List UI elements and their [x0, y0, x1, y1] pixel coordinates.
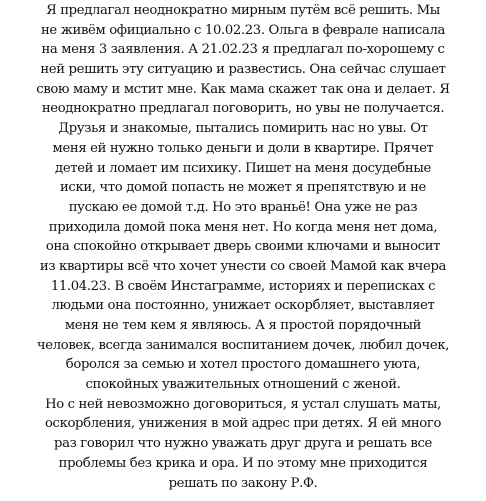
text-line: людьми она постоянно, унижает оскорбляет, выставляет: [51, 298, 435, 314]
text-line: свою маму и мстит мне. Как мама скажет так она и делает. Я: [36, 81, 450, 97]
text-line: Но с ней невозможно договориться, я устал слушать маты,: [45, 396, 441, 412]
text-line: ней решить эту ситуацию и развестись. Она сейчас слушает: [40, 62, 446, 78]
text-line: спокойных уважительных отношений с женой.: [85, 377, 401, 393]
text-line: на меня 3 заявления. А 21.02.23 я предлагал по-хорошему с: [41, 42, 445, 58]
text-line: Друзья и знакомые, пытались помирить нас но увы. От: [58, 121, 428, 137]
text-line: человек, всегда занимался воспитанием дочек, любил дочек,: [36, 337, 450, 353]
text-line: из квартиры всё что хочет унести со своей Мамой как вчера: [39, 258, 447, 274]
text-line: проблемы без крика и ора. И по этому мне приходится: [58, 455, 428, 471]
text-line: детей и ломает им психику. Пишет на меня досудебные: [55, 160, 431, 176]
text-line: решать по закону Р.Ф.: [168, 475, 318, 491]
statement-text: [3, 0, 483, 493]
text-line: неоднократно предлагал поговорить, но увы не получается.: [41, 101, 445, 117]
text-line: она спокойно открывает дверь своими ключами и выносит: [45, 239, 441, 255]
text-line: раз говорил что нужно уважать друг друга и решать все: [54, 436, 432, 452]
text-line: не живём официально с 10.02.23. Ольга в феврале написала: [40, 22, 446, 38]
text-line: иски, что домой попасть не может я препятствую и не: [59, 180, 427, 196]
text-line: оскорбления, унижения в мой адрес при детях. Я ей много: [44, 416, 442, 432]
text-line: приходила домой пока меня нет. Но когда меня нет дома,: [48, 219, 438, 235]
text-line: меня ей нужно только деньги и доли в квартире. Прячет: [52, 140, 434, 156]
text-line: пускаю ее домой т.д. Но это враньё! Она уже не раз: [68, 199, 418, 215]
text-line: Я предлагал неоднократно мирным путём всё решить. Мы: [46, 3, 440, 18]
text-line: боролся за семью и хотел простого домашнего уюта,: [65, 357, 421, 373]
text-line: 11.04.23. В своём Инстаграмме, историях и переписках с: [50, 278, 436, 294]
text-line: меня не тем кем я являюсь. А я простой порядочный: [64, 318, 422, 333]
